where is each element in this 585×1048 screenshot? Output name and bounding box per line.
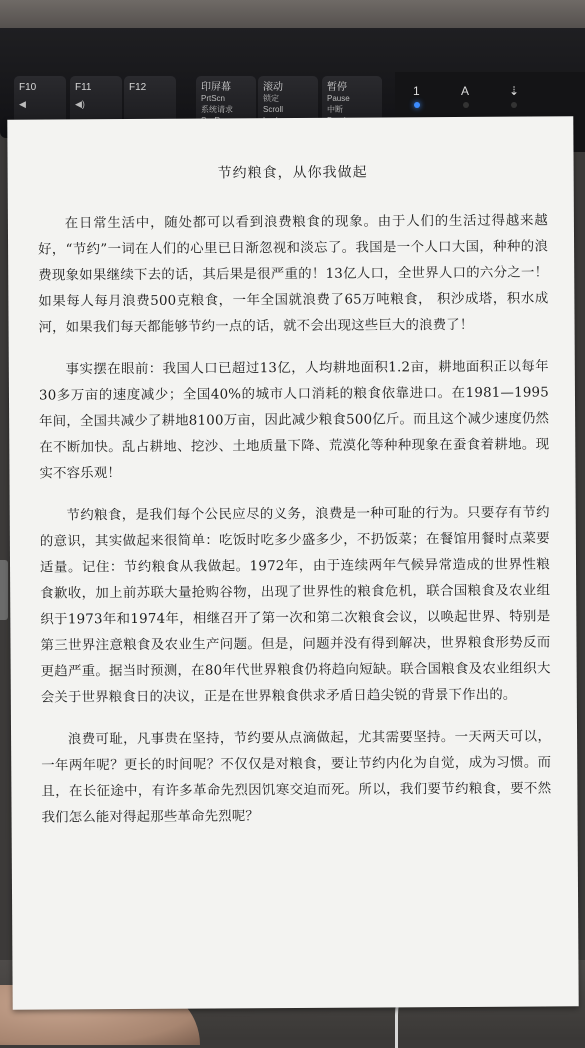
paragraph-1: 在日常生活中，随处都可以看到浪费粮食的现象。由于人们的生活过得越来越好，“节约”一词在人们的心里已日渐忽视和淡忘了。我国是一个人口大国，种种的浪费现象如果继续下去的话，其后果是很严重的！13亿人口，全世界人口的六分之一！如果每人每月浪费500克粮食，一年全国就浪费了65万吨粮食， 积沙成塔，积水成河，如果我们每天都能够节约一点的话，就不会出现这些巨大的浪费了！ [38, 213, 549, 336]
scroll-lock-label: ⇣ [509, 84, 520, 98]
volume-down-icon: ◀) [75, 99, 85, 109]
key-prtscn-sub: PrtScn [201, 94, 226, 103]
key-f11-label: F11 [75, 82, 92, 93]
key-f10-label: F10 [19, 82, 37, 93]
document-title: 节约粮食，从你我做起 [217, 164, 368, 182]
key-scroll-extra: Scroll [263, 105, 284, 114]
paragraph-4: 浪费可耻，凡事贵在坚持，节约要从点滴做起，尤其需要坚持。一天两天可以，一年两年呢？更长的时间呢？不仅仅是对粮食，要让节约内化为自觉，成为习惯。而且，在长征途中，有许多革命先烈因饥寒交迫而死。所以，我们要节约粮食，要不然我们怎么能对得起那些革命先烈呢？ [41, 729, 552, 826]
num-lock-label: 1 [413, 84, 420, 98]
paragraph-2: 事实摆在眼前：我国人口已超过13亿，人均耕地面积1.2亩，耕地面积正以每年30多万亩的速度减少；全国40%的城市人口消耗的粮食依靠进口。在1981—1995年间，全国共减少了耕地8100万亩，因此减少粮食500亿斤。而且这个减少速度仍然在不断加快。乱占耕地、挖沙、土地质量下降、荒漠化等种种现象在蚕食着耕地。现实不容乐观！ [38, 359, 550, 482]
paragraph-3: 节约粮食，是我们每个公民应尽的义务，浪费是一种可耻的行为。只要存有节约的意识，其实做起来很简单：吃饭时吃多少盛多少，不扔饭菜；在餐馆用餐时点菜要适量。记住：节约粮食从我做起。1972年，由于连续两年气候异常造成的世界性粮食歉收，加上前苏联大量抢购谷物，出现了世界性的粮食危机，联合国粮食及农业组织于1973年和1974年，相继召开了第一次和第二次粮食会议，以唤起世界、特别是第三世界注意粮食及农业生产问题。但是，问题并没有得到解决，世界粮食形势反而更趋严重。据当时预测，在80年代世界粮食仍将趋向短缺。联合国粮食及农业组织大会关于世界粮食日的决议，正是在世界粮食供求矛盾日趋尖锐的背景下作出的。 [39, 505, 551, 706]
key-pause-extra: 中断 [327, 105, 343, 114]
caps-lock-label: A [461, 84, 470, 98]
key-f12-label: F12 [129, 82, 147, 93]
paper-document [7, 116, 578, 1009]
key-scroll-sub: 锁定 [263, 94, 279, 103]
key-prtscn-label: 印屏幕 [201, 82, 231, 93]
num-lock-led-icon [414, 102, 420, 108]
key-pause-sub: Pause [327, 94, 350, 103]
caps-lock-led-icon [463, 102, 469, 108]
scroll-lock-led-icon [511, 102, 517, 108]
key-scroll-label: 滚动 [263, 82, 283, 93]
volume-mute-icon: ◀ [19, 99, 26, 109]
device-edge [0, 560, 8, 620]
key-prtscn-extra: 系统请求 [201, 105, 233, 114]
key-pause-label: 暂停 [327, 82, 347, 93]
